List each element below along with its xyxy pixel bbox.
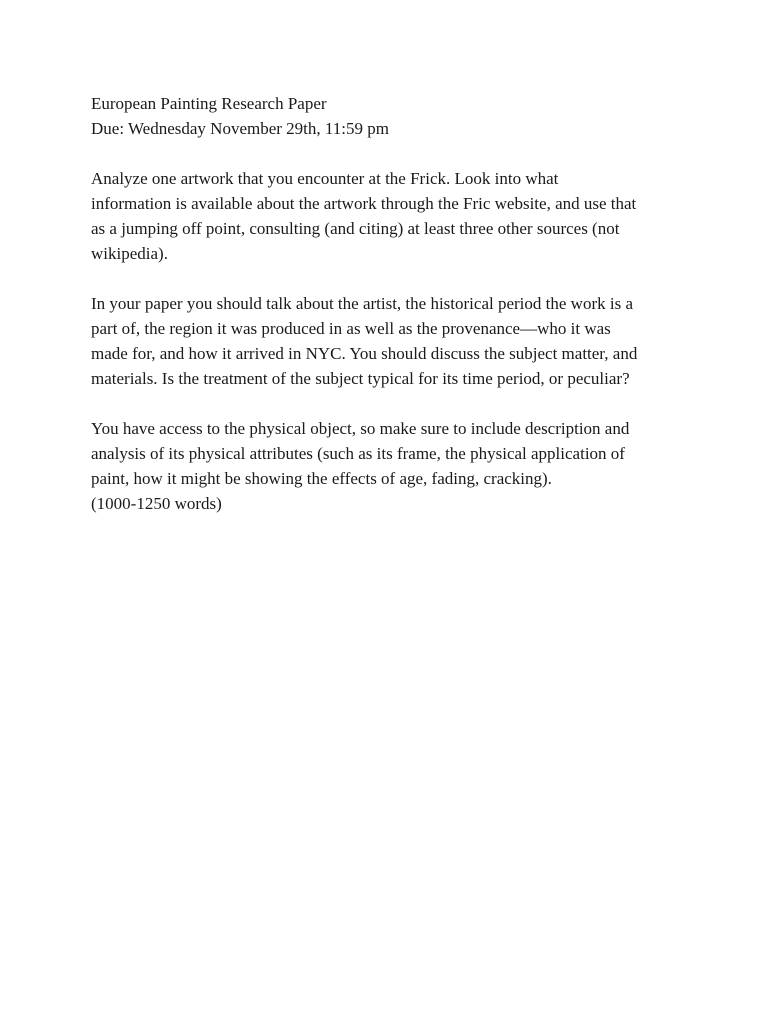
due-date: Due: Wednesday November 29th, 11:59 pm	[91, 119, 389, 138]
text-line: In your paper you should talk about the artist, the historical period the work is a	[91, 294, 633, 313]
text-line: wikipedia).	[91, 244, 168, 263]
paragraph-gap	[91, 391, 691, 416]
document-title: European Painting Research Paper	[91, 94, 327, 113]
text-line: Analyze one artwork that you encounter at the Frick. Look into what	[91, 169, 559, 188]
paragraph-physical	[91, 416, 691, 516]
text-line: part of, the region it was produced in as well as the provenance—who it was	[91, 319, 611, 338]
text-line: information is available about the artwork through the Fric website, and use that	[91, 194, 637, 213]
text-line: You have access to the physical object, so make sure to include description and	[91, 419, 630, 438]
paragraph-analyze	[91, 166, 691, 266]
paragraph-gap	[91, 141, 691, 166]
paragraph-topics	[91, 291, 691, 391]
document-body	[91, 91, 691, 516]
text-line: analysis of its physical attributes (such as its frame, the physical application of	[91, 444, 625, 463]
text-line: materials. Is the treatment of the subject typical for its time period, or peculiar?	[91, 369, 630, 388]
document-header	[91, 91, 691, 141]
text-line: made for, and how it arrived in NYC. You should discuss the subject matter, and	[91, 344, 638, 363]
paragraph-gap	[91, 266, 691, 291]
text-line: as a jumping off point, consulting (and citing) at least three other sources (not	[91, 219, 620, 238]
text-line: paint, how it might be showing the effects of age, fading, cracking).	[91, 469, 552, 488]
word-count: (1000-1250 words)	[91, 494, 222, 513]
